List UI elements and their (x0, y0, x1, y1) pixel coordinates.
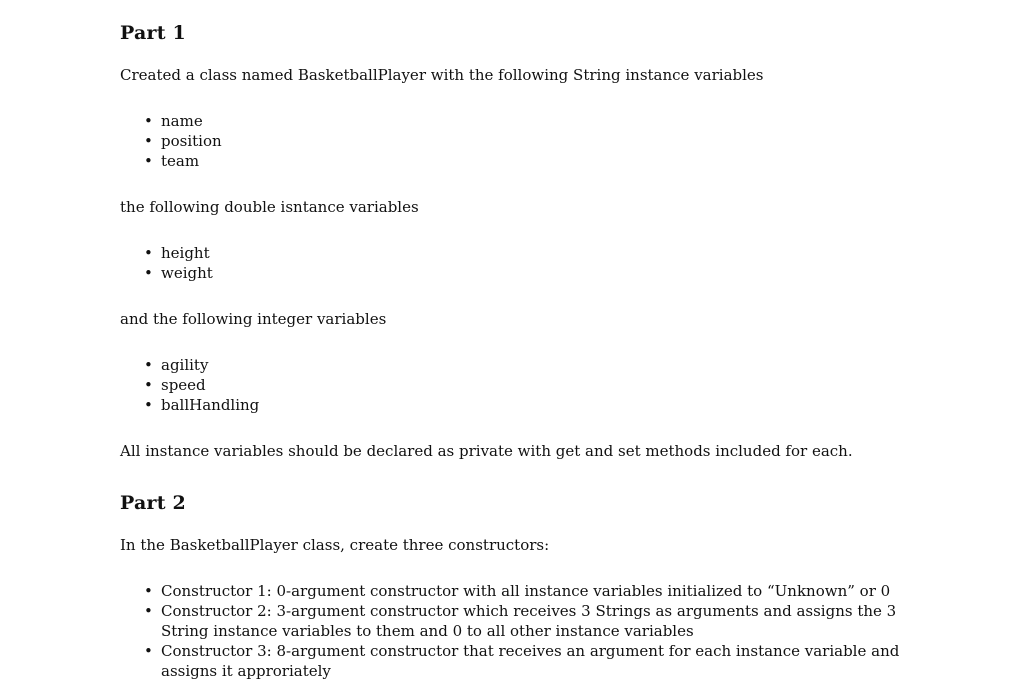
constructors-list (120, 581, 920, 681)
list-item: • weight (120, 263, 920, 283)
double-vars-list (120, 243, 920, 283)
list-item: • team (120, 151, 920, 171)
part2-intro: In the BasketballPlayer class, create three constructors: (120, 536, 550, 554)
list-item: • name (120, 111, 920, 131)
list-item: • Constructor 3: 8-argument constructor that receives an argument for each instance variable and assigns it approriately (120, 641, 920, 681)
part2-heading: Part 2 (120, 492, 186, 514)
list-item: • Constructor 2: 3-argument constructor which receives 3 Strings as arguments and assigns the 3 String instance variables to them and 0 to all other instance variables (120, 601, 920, 641)
list-item: • position (120, 131, 920, 151)
part1-heading: Part 1 (120, 22, 186, 44)
list-item: • speed (120, 375, 920, 395)
part1-intro: Created a class named BasketballPlayer with the following String instance variables (120, 66, 764, 84)
list-item: • Constructor 1: 0-argument constructor with all instance variables initialized to “Unknown” or 0 (120, 581, 920, 601)
int-vars-list (120, 355, 920, 415)
list-item: • ballHandling (120, 395, 920, 415)
list-item: • height (120, 243, 920, 263)
double-intro: the following double isntance variables (120, 198, 419, 216)
part1-note: All instance variables should be declared as private with get and set methods included for each. (120, 442, 853, 460)
list-item: • agility (120, 355, 920, 375)
document-content (120, 18, 920, 681)
int-intro: and the following integer variables (120, 310, 387, 328)
string-vars-list (120, 111, 920, 171)
